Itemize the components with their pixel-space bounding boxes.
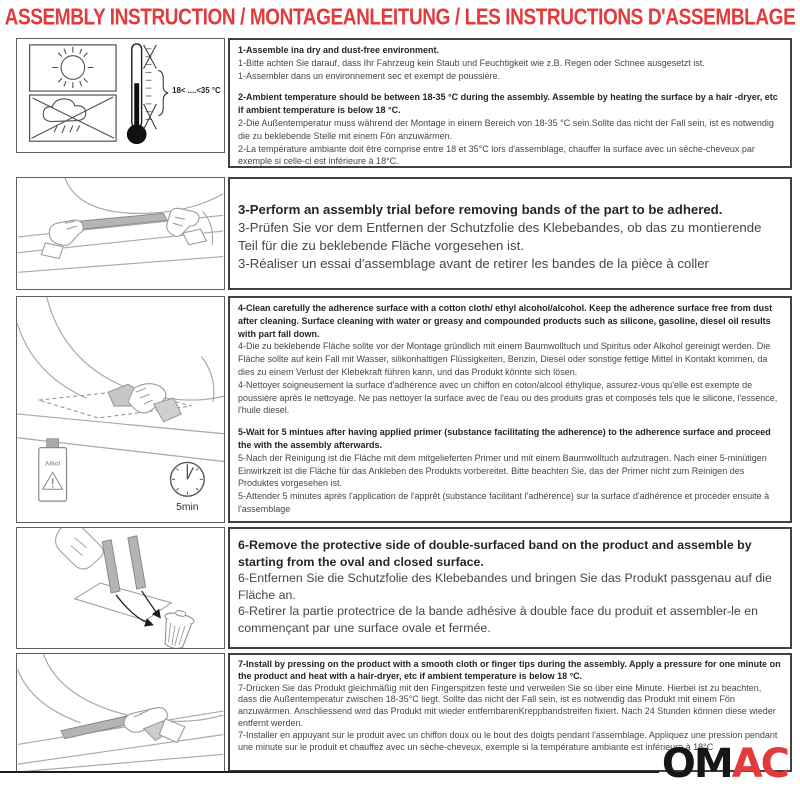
footer-rule bbox=[0, 771, 659, 773]
brace bbox=[158, 70, 168, 115]
door-sill-strip bbox=[79, 213, 167, 229]
pressing-drawing bbox=[17, 654, 224, 772]
pressing-illustration bbox=[16, 653, 225, 773]
step-1-fr: 1-Assembler dans un environnement sec et exempt de poussière. bbox=[238, 70, 501, 81]
discard-strips-drawing bbox=[17, 528, 224, 648]
pressing-hand bbox=[124, 708, 185, 743]
step-2-fr: 2-La température ambiante doit être comprise entre 18 et 35°C lors d'assemblage, chauffer la surface avec un sèche-cheveux par exemple si celle-ci est inférieure à 18°C. bbox=[238, 143, 755, 167]
thermometer-icon bbox=[127, 44, 168, 144]
step-6-fr: 6-Retirer la partie protectrice de la bande adhésive à double face du produit et assembler-le en commençant par une surface ovale et fermée. bbox=[238, 604, 759, 635]
step-2-de: 2-Die Außentemperatur muss während der Montage in einem Bereich von 18-35 °C sein.Sollte das nicht der Fall sein, ist es notwendig die zu beklebende Stelle mit einem Fön anzuwärmen. bbox=[238, 117, 774, 141]
right-hand bbox=[167, 208, 207, 244]
cleaning-hand bbox=[108, 384, 181, 422]
step-1-de: 1-Bitte achten Sie darauf, dass Ihr Fahrzeug kein Staub und Feuchtigkeit wie z.B. Regen oder Schnee ausgesetzt ist. bbox=[238, 57, 705, 68]
hands-placing-trim-drawing bbox=[17, 178, 224, 289]
cleaning-illustration bbox=[16, 296, 225, 523]
step-5-fr: 5-Attender 5 minutes après l'application de l'apprêt (substance facilitant l'adhérence) sur la surface d'adhérence et procéder ensuite à l'assemblage bbox=[238, 491, 770, 514]
step-4-fr: 4-Nettoyer soigneusement la surface d'adhérence avec un chiffon en coton/alcool éthylique, assurez-vous qu'elle est exempte de poussière après le nettoyage. Ne pas nettoyer la surface avec de l'eau ou des produits gras et composés tels que le silicone, l'essence, l'huile diesel. bbox=[238, 379, 778, 416]
wait-time-label: 5min bbox=[176, 502, 199, 514]
omac-logo-black-part: OM bbox=[661, 741, 732, 787]
step-5-de: 5-Nach der Reinigung ist die Fläche mit dem mitgelieferten Primer und mit einem Baumwolltuch aufzutragen. Nach einer 5-minütigen Einwirkzeit ist die Fläche für das Ankleben des Produkts vorbereitet. Bitte beachten Sie, das der Primer nicht zum Reinigen des Produktes vorgesehen ist. bbox=[238, 452, 767, 489]
step-7-de: 7-Drücken Sie das Produkt gleichmäßig mit den Fingerspitzen feste und verweilen Sie so über eine Minute. Hierbei ist zu beachten, dass die Außentemperatur zwischen 18-35°C liegt. Sollte das nicht der Fall sein, ist es notwendig das Produkt mit einem Fön anzuwärmen. Anschliessend wird das Produkt mit wieder entfernbarenKreppbandstreifen fixiert. Nach 24 Stunden können diese wieder entfernt werden. bbox=[238, 682, 776, 728]
step-4-en: 4-Clean carefully the adherence surface with a cotton cloth/ ethyl alcohol/alcohol. Keep the adherence surface free from dust after cleaning. Surface cleaning with water or greasy and compounded products such as silicone, gasoline, diesel oil results with part fall down. bbox=[238, 303, 773, 339]
step-7-fr: 7-Installer en appuyant sur le produit avec un chiffon doux ou le bout des doigts pendant l'assemblage. Appliquez une pression pendant une minute sur le produit et chauffez avec un sèche-cheveux, exemple si la température ambiante est inférieure à 18°C bbox=[238, 729, 778, 752]
peeling-hand bbox=[56, 528, 104, 569]
alcohol-bottle-icon bbox=[39, 439, 67, 501]
step-7-en: 7-Install by pressing on the product with a smooth cloth or finger tips during the assembly. Apply a pressure for one minute on the product and heat with a hair-dryer, etc if ambient temperature is below 18 °C. bbox=[238, 659, 781, 681]
alcohol-bottle-label: Alkol bbox=[44, 460, 61, 468]
clock-icon bbox=[171, 462, 205, 496]
protective-strip-2 bbox=[128, 536, 146, 589]
trash-can-icon bbox=[159, 608, 196, 648]
step-4-de: 4-Die zu beklebende Fläche sollte vor der Montage gründlich mit einem Baumwolltuch und Spiritus oder Alkohol gereinigt werden. Die Fläche sollte auf kein Fall mit Wasser, silikonhaltigen Flüssigkeiten, Benzin, Diesel oder sonstige fettige Mittel in Kontakt kommen, da dies zu einem Verlust der Klebekraft führen kann, und das Produkt könnte sich lösen. bbox=[238, 341, 771, 377]
step-1-en: 1-Assemble ina dry and dust-free environment. bbox=[238, 45, 440, 55]
step-5-en: 5-Wait for 5 mintues after having applied primer (substance facilitating the adherence) to the adherence surface and proceed the with the assembly afterwards. bbox=[238, 427, 771, 450]
instruction-row-3-text bbox=[228, 177, 792, 290]
environment-conditions-drawing bbox=[17, 39, 224, 152]
instruction-row-4-5-text bbox=[228, 296, 792, 523]
omac-logo-red-part: AC bbox=[731, 741, 788, 787]
step-2-en: 2-Ambient temperature should be between 18-35 °C during the assembly. Assemble by heating the surface by a hair -dryer, etc if ambient temperature is below 18 °C. bbox=[238, 92, 778, 116]
step-6-en: 6-Remove the protective side of double-surfaced band on the product and assemble by starting from the oval and closed surface. bbox=[238, 538, 752, 569]
no-rain-icon bbox=[32, 97, 115, 138]
product-plate bbox=[75, 583, 171, 620]
cleaning-drawing bbox=[17, 297, 224, 522]
omac-logo bbox=[661, 741, 788, 787]
step-3-fr: 3-Réaliser un essai d'assemblage avant de retirer les bandes de la pièce à coller bbox=[238, 256, 709, 271]
step-3-de: 3-Prüfen Sie vor dem Entfernen der Schutzfolie des Klebebandes, ob das zu montierende Teil für die zu beklebende Fläche vorgesehen ist. bbox=[238, 220, 762, 253]
discard-strips-illustration bbox=[16, 527, 225, 649]
environment-conditions-illustration bbox=[16, 38, 225, 153]
step-6-de: 6-Entfernen Sie die Schutzfolie des Klebebandes und bringen Sie das Produkt passgenau auf die Fläche an. bbox=[238, 571, 772, 602]
hands-placing-trim-illustration bbox=[16, 177, 225, 290]
page-title: ASSEMBLY INSTRUCTION / MONTAGEANLEITUNG / LES INSTRUCTIONS D'ASSEMBLAGE bbox=[4, 5, 796, 31]
sun-icon bbox=[52, 47, 93, 88]
instruction-row-6-text bbox=[228, 527, 792, 649]
step-3-en: 3-Perform an assembly trial before removing bands of the part to be adhered. bbox=[238, 202, 723, 217]
instruction-row-1-2-text bbox=[228, 38, 792, 168]
temperature-range-label: 18< ....<35 °C bbox=[172, 86, 221, 96]
left-hand bbox=[41, 220, 83, 258]
